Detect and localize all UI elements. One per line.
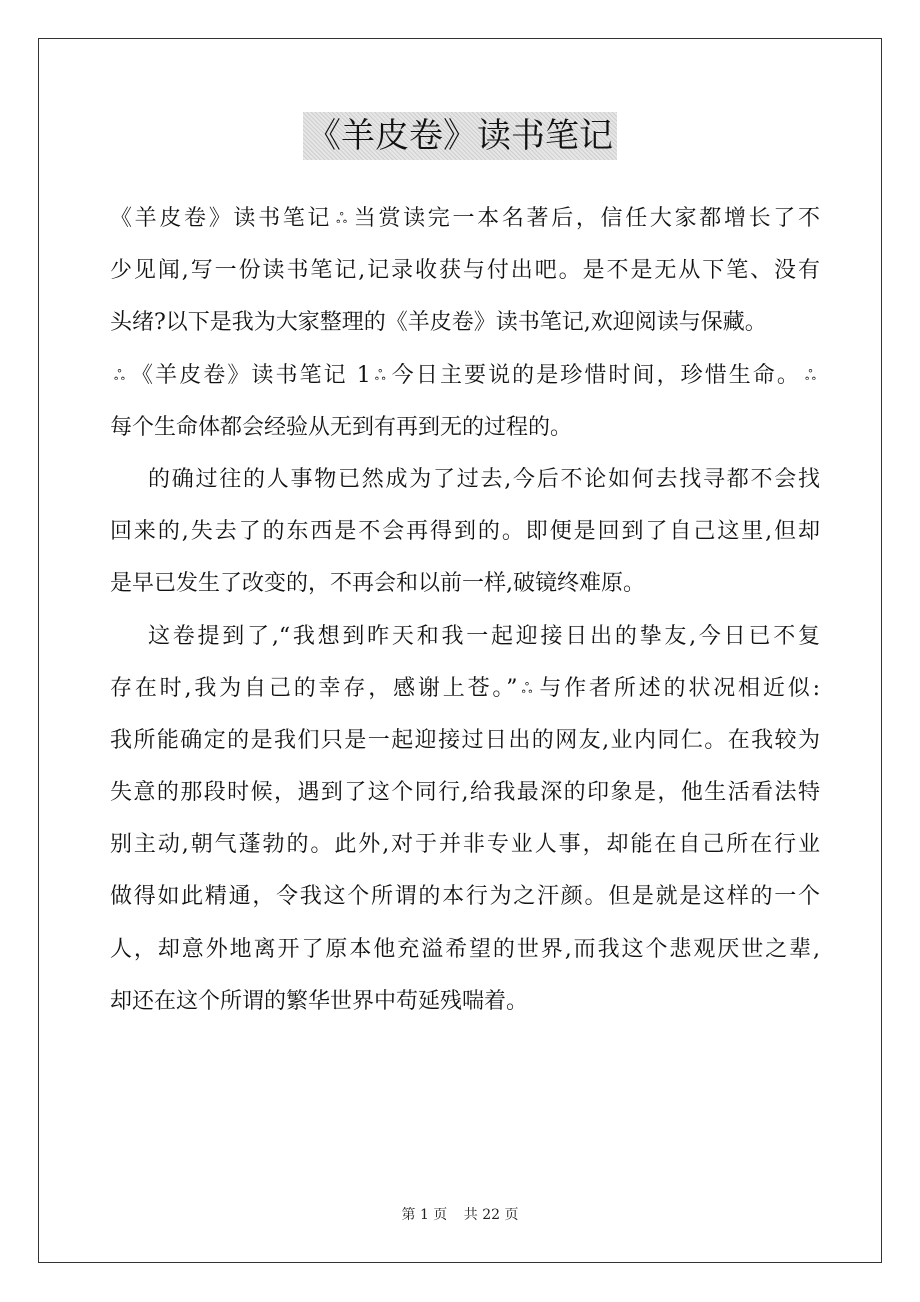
text-line: 这卷提到了,“我想到昨天和我一起迎接日出的挚友,今日已不复 [148, 623, 820, 649]
section-heading: 《羊皮卷》读书笔记 1 [128, 362, 371, 388]
text-line: 是早已发生了改变的，不再会和以前一样,破镜终难原。 [110, 571, 645, 597]
page-number: 第 1 页 [401, 1207, 448, 1223]
text-line: 回来的,失去了的东西是不会再得到的。即便是回到了自己这里,但却 [110, 519, 820, 545]
text-line [110, 193, 820, 245]
text-line: 失意的那段时候，遇到了这个同行,给我最深的印象是，他生活看法特 [110, 780, 820, 806]
text-line [110, 663, 820, 715]
paragraph-mark-icon: ஃ [374, 367, 386, 384]
text-line: 却还在这个所谓的繁华世界中苟延残喘着。 [110, 988, 529, 1014]
line-text: 与作者所述的状况相近似: [536, 675, 820, 701]
document-body [110, 193, 820, 1028]
text-line: 我所能确定的是我们只是一起迎接过日出的网友,业内同仁。在我较为 [110, 727, 820, 753]
paragraph-mark-icon: ஃ [521, 680, 533, 697]
paragraph-mark-icon: ஃ [114, 367, 125, 384]
text-line: 别主动,朝气蓬勃的。此外,对于并非专业人事，却能在自己所在行业 [110, 832, 820, 858]
paragraph-mark-icon: ஃ [336, 211, 348, 227]
text-line [110, 350, 820, 402]
paragraph-mark-icon: ஃ [805, 367, 816, 384]
document-title: 《羊皮卷》读书笔记 [303, 112, 617, 160]
text-line: 每个生命体都会经验从无到有再到无的过程的。 [110, 414, 573, 440]
text-line: 头绪?以下是我为大家整理的《羊皮卷》读书笔记,欢迎阅读与保藏。 [110, 310, 767, 336]
text-line: 的确过往的人事物已然成为了过去,今后不论如何去找寻都不会找 [148, 466, 820, 492]
page-total: 共 22 页 [463, 1207, 519, 1223]
text-line: 人，却意外地离开了原本他充溢希望的世界,而我这个悲观厌世之辈, [110, 936, 820, 962]
title-container [0, 112, 920, 160]
text-line: 少见闻,写一份读书笔记,记录收获与付出吧。是不是无从下笔、没有 [110, 258, 820, 284]
line-text: 今日主要说的是珍惜时间，珍惜生命。 [389, 362, 801, 388]
inline-heading: 《羊皮卷》读书笔记 [110, 206, 333, 232]
page-footer [0, 1204, 920, 1224]
line-text: 存在时,我为自己的幸存，感谢上苍。” [110, 675, 518, 701]
text-line: 做得如此精通，令我这个所谓的本行为之汗颜。但是就是这样的一个 [110, 884, 820, 910]
line-text: 当赏读完一本名著后，信任大家都增长了不 [351, 206, 820, 232]
